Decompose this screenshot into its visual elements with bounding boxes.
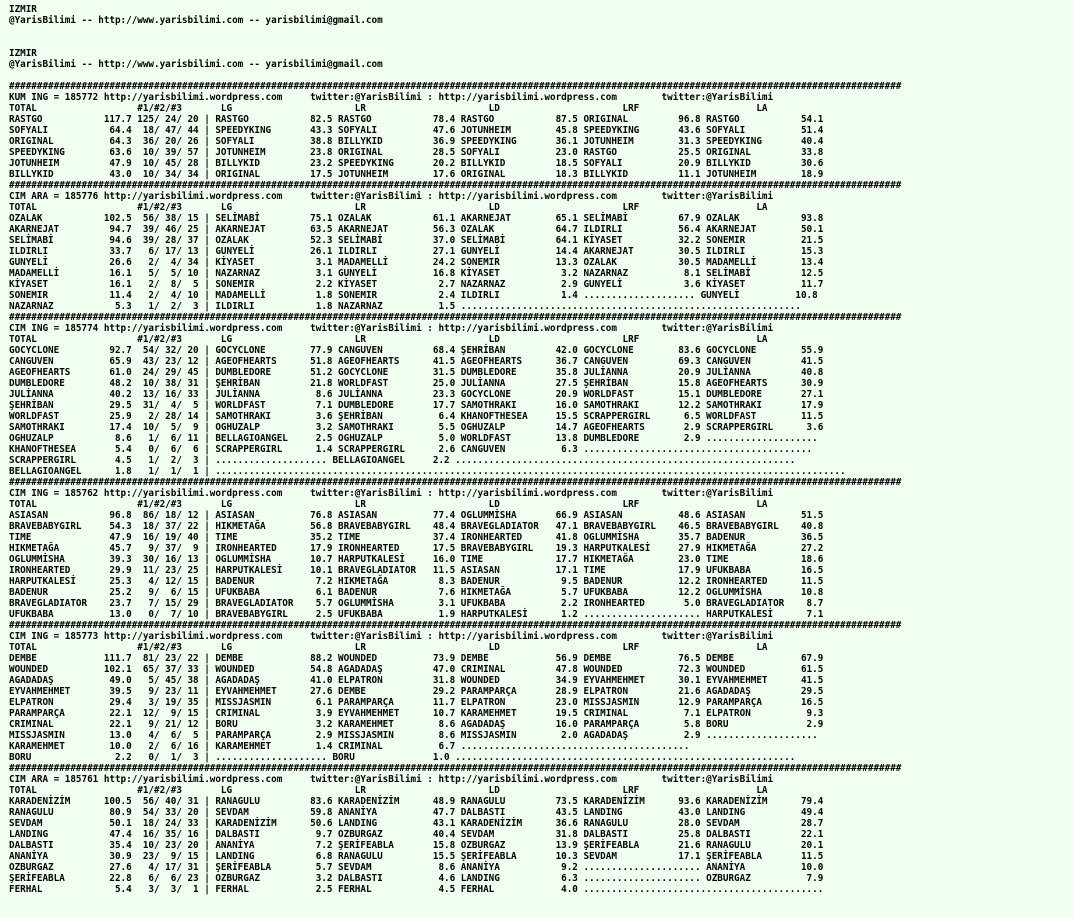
column-header-row: TOTAL #1/#2/#3 LG LR LD LRF LA	[9, 334, 768, 345]
result-row: AGEOFHEARTS 61.0 24/ 29/ 45 | DUMBLEDORE 51.2 GOCYCLONE 31.5 DUMBLEDORE 35.8 JULİANNA 20.9 JULİANNA 40.8	[9, 367, 824, 378]
site-credit-line: @YarisBilimi -- http://www.yarisbilimi.com -- yarisbilimi@gmail.com	[9, 15, 383, 26]
race-header: CIM ING = 185762 http://yarisbilimi.wordpress.com twitter:@YarisBilimi : http://yarisbilimi.wordpress.com twitter:@YarisBilimi	[9, 488, 774, 499]
result-row: RASTGO 117.7 125/ 24/ 20 | RASTGO 82.5 RASTGO 78.4 RASTGO 87.5 ORIGINAL 96.8 RASTGO 54.1	[9, 114, 824, 125]
result-row: HARPUTKALESİ 25.3 4/ 12/ 15 | BADENUR 7.2 HIKMETAĞA 8.3 BADENUR 9.5 BADENUR 12.2 IRONHEARTED 11.5	[9, 576, 824, 587]
race-header: CIM ING = 185774 http://yarisbilimi.wordpress.com twitter:@YarisBilimi : http://yarisbilimi.wordpress.com twitter:@YarisBilimi	[9, 323, 774, 334]
blank-line	[9, 70, 1074, 81]
result-row: ŞEHRİBAN 29.5 31/ 4/ 5 | WORLDFAST 7.1 DUMBLEDORE 17.7 SAMOTHRAKI 16.0 SAMOTHRAKI 12.2 SAMOTHRAKI 17.9	[9, 400, 824, 411]
result-row: AKARNEJAT 94.7 39/ 46/ 25 | AKARNEJAT 63.5 AKARNEJAT 56.3 OZALAK 64.7 ILDIRLI 56.4 AKARNEJAT 50.1	[9, 224, 824, 235]
result-row: BILLYKID 43.0 10/ 34/ 34 | ORIGINAL 17.5 JOTUNHEIM 17.6 ORIGINAL 18.3 BILLYKID 11.1 JOTUNHEIM 18.9	[9, 169, 824, 180]
result-row: OZBURGAZ 27.6 4/ 17/ 31 | ŞERİFEABLA 5.7 SEVDAM 8.6 ANANİYA 9.2 ..................... ANANİYA 10.0	[9, 862, 824, 873]
result-row: ORIGINAL 64.3 36/ 20/ 26 | SOFYALI 38.8 BILLYKID 36.9 SPEEDYKING 36.1 JOTUNHEIM 31.3 SPEEDYKING 40.4	[9, 136, 824, 147]
result-row: GOCYCLONE 92.7 54/ 32/ 20 | GOCYCLONE 77.9 CANGUVEN 68.4 ŞEHRİBAN 42.0 GOCYCLONE 83.6 GOCYCLONE 55.9	[9, 345, 824, 356]
result-row: JULİANNA 40.2 13/ 16/ 33 | JULİANNA 8.6 JULİANNA 23.3 GOCYCLONE 20.9 WORLDFAST 15.1 DUMBLEDORE 27.1	[9, 389, 824, 400]
result-row: SEVDAM 50.1 18/ 24/ 33 | KARADENİZİM 50.6 LANDING 43.1 KARADENİZİM 36.6 RANAGULU 28.0 SEVDAM 28.7	[9, 818, 824, 829]
section-divider: ################################################################################################################################################################	[9, 763, 902, 774]
result-row: MADAMELLİ 16.1 5/ 5/ 10 | NAZARNAZ 3.1 GUNYELİ 16.8 KİYASET 3.2 NAZARNAZ 8.1 SELİMABİ 12.5	[9, 268, 824, 279]
result-row: KİYASET 16.1 2/ 8/ 5 | SONEMIR 2.2 KİYASET 2.7 NAZARNAZ 2.9 GUNYELİ 3.6 KİYASET 11.7	[9, 279, 824, 290]
blank-line	[9, 26, 1074, 37]
result-row: SCRAPPERGIRL 4.5 1/ 2/ 3 | .................... BELLAGIOANGEL 2.2 .............................................................	[9, 455, 796, 466]
result-row: DUMBLEDORE 48.2 10/ 38/ 31 | ŞEHRİBAN 21.8 WORLDFAST 25.0 JULİANNA 27.5 ŞEHRİBAN 15.8 AGEOFHEARTS 30.9	[9, 378, 824, 389]
result-row: SELİMABİ 94.6 39/ 28/ 37 | OZALAK 52.3 SELİMABİ 37.0 SELİMABİ 64.1 KİYASET 32.2 SONEMIR 21.5	[9, 235, 824, 246]
column-header-row: TOTAL #1/#2/#3 LG LR LD LRF LA	[9, 642, 768, 653]
result-row: EYVAHMEHMET 39.5 9/ 23/ 11 | EYVAHMEHMET 27.6 DEMBE 29.2 PARAMPARÇA 28.9 ELPATRON 21.6 AGADADAŞ 29.5	[9, 686, 824, 697]
result-row: ELPATRON 29.4 3/ 19/ 35 | MISSJASMIN 6.1 PARAMPARÇA 11.7 ELPATRON 23.0 MISSJASMIN 12.9 PARAMPARÇA 16.5	[9, 697, 824, 708]
blank-line	[9, 37, 1074, 48]
race-header: CIM ARA = 185776 http://yarisbilimi.wordpress.com twitter:@YarisBilimi : http://yarisbilimi.wordpress.com twitter:@YarisBilimi	[9, 191, 774, 202]
result-row: FERHAL 5.4 3/ 3/ 1 | FERHAL 2.5 FERHAL 4.5 FERHAL 4.0 ...........................................	[9, 884, 824, 895]
column-header-row: TOTAL #1/#2/#3 LG LR LD LRF LA	[9, 103, 768, 114]
result-row: OZALAK 102.5 56/ 38/ 15 | SELİMABİ 75.1 OZALAK 61.1 AKARNEJAT 65.1 SELİMABİ 67.9 OZALAK 93.8	[9, 213, 824, 224]
result-row: RANAGULU 80.9 54/ 33/ 20 | SEVDAM 59.8 ANANİYA 47.7 DALBASTI 43.5 LANDING 43.0 LANDING 49.4	[9, 807, 824, 818]
result-row: ANANİYA 30.9 23/ 9/ 15 | LANDING 6.8 RANAGULU 15.5 ŞERİFEABLA 10.3 SEVDAM 17.1 ŞERİFEABLA 11.5	[9, 851, 824, 862]
result-row: ŞERİFEABLA 22.8 6/ 6/ 23 | OZBURGAZ 3.2 DALBASTI 4.6 LANDING 6.3 ..................... OZBURGAZ 7.9	[9, 873, 824, 884]
section-divider: ################################################################################################################################################################	[9, 312, 902, 323]
column-header-row: TOTAL #1/#2/#3 LG LR LD LRF LA	[9, 202, 768, 213]
result-row: OGLUMMİSHA 39.3 30/ 16/ 13 | OGLUMMİSHA 10.7 HARPUTKALESİ 16.0 TIME 17.7 HIKMETAĞA 23.0 TIME 18.6	[9, 554, 824, 565]
race-header: KUM ING = 185772 http://yarisbilimi.wordpress.com twitter:@YarisBilimi : http://yarisbilimi.wordpress.com twitter:@YarisBilimi	[9, 92, 774, 103]
result-row: WOUNDED 102.1 65/ 37/ 33 | WOUNDED 54.8 AGADADAŞ 47.0 CRIMINAL 47.8 WOUNDED 72.3 WOUNDED 61.5	[9, 664, 824, 675]
city-title: IZMIR	[9, 48, 37, 59]
section-divider: ################################################################################################################################################################	[9, 477, 902, 488]
result-row: BELLAGIOANGEL 1.8 1/ 1/ 1 | .................................................................................................................	[9, 466, 846, 477]
result-row: NAZARNAZ 5.3 1/ 2/ 3 | ILDIRLI 1.8 NAZARNAZ 1.5 .............................................................	[9, 301, 801, 312]
result-row: WORLDFAST 25.9 2/ 28/ 14 | SAMOTHRAKI 3.6 ŞEHRİBAN 6.4 KHANOFTHESEA 15.5 SCRAPPERGIRL 6.5 WORLDFAST 11.5	[9, 411, 824, 422]
result-row: GUNYELİ 26.6 2/ 4/ 34 | KİYASET 3.1 MADAMELLİ 24.2 SONEMIR 13.3 OZALAK 30.5 MADAMELLİ 13.4	[9, 257, 824, 268]
column-header-row: TOTAL #1/#2/#3 LG LR LD LRF LA	[9, 785, 768, 796]
race-header: CIM ARA = 185761 http://yarisbilimi.wordpress.com twitter:@YarisBilimi : http://yarisbilimi.wordpress.com twitter:@YarisBilimi	[9, 774, 774, 785]
result-row: SPEEDYKING 63.6 10/ 39/ 57 | JOTUNHEIM 23.8 ORIGINAL 28.5 SOFYALI 23.0 RASTGO 25.5 ORIGINAL 33.8	[9, 147, 824, 158]
result-row: TIME 47.9 16/ 19/ 40 | TIME 35.2 TIME 37.4 IRONHEARTED 41.8 OGLUMMİSHA 35.7 BADENUR 36.5	[9, 532, 824, 543]
result-row: CRIMINAL 22.1 9/ 21/ 12 | BORU 3.2 KARAMEHMET 8.6 AGADADAŞ 16.0 PARAMPARÇA 5.8 BORU 2.9	[9, 719, 824, 730]
section-divider: ################################################################################################################################################################	[9, 81, 902, 92]
result-row: SONEMIR 11.4 2/ 4/ 10 | MADAMELLİ 1.8 SONEMIR 2.4 ILDIRLI 1.4 .................... GUNYELİ 10.8	[9, 290, 818, 301]
result-row: DALBASTI 35.4 10/ 23/ 20 | ANANİYA 7.2 ŞERİFEABLA 15.8 OZBURGAZ 13.9 ŞERİFEABLA 21.6 RANAGULU 20.1	[9, 840, 824, 851]
result-row: IRONHEARTED 29.9 11/ 23/ 25 | HARPUTKALESİ 10.1 BRAVEGLADIATOR 11.5 ASIASAN 17.1 TIME 17.9 UFUKBABA 16.5	[9, 565, 824, 576]
result-row: HIKMETAĞA 45.7 9/ 37/ 9 | IRONHEARTED 17.9 IRONHEARTED 17.5 BRAVEBABYGIRL 19.3 HARPUTKALESİ 27.9 HIKMETAĞA 27.2	[9, 543, 824, 554]
result-row: UFUKBABA 13.0 0/ 7/ 10 | BRAVEBABYGIRL 2.5 UFUKBABA 1.9 HARPUTKALESİ 1.2 ..................... HARPUTKALESİ 7.1	[9, 609, 824, 620]
result-row: PARAMPARÇA 22.1 12/ 9/ 15 | CRIMINAL 3.9 EYVAHMEHMET 10.7 KARAMEHMET 19.5 CRIMINAL 7.1 ELPATRON 9.3	[9, 708, 824, 719]
result-row: BADENUR 25.2 9/ 6/ 15 | UFUKBABA 6.1 BADENUR 7.6 HIKMETAĞA 5.7 UFUKBABA 12.2 OGLUMMİSHA 10.8	[9, 587, 824, 598]
result-row: KARAMEHMET 10.0 2/ 6/ 16 | KARAMEHMET 1.4 CRIMINAL 6.7 .........................................	[9, 741, 690, 752]
result-row: DEMBE 111.7 81/ 23/ 22 | DEMBE 88.2 WOUNDED 73.9 DEMBE 56.9 DEMBE 76.5 DEMBE 67.9	[9, 653, 824, 664]
result-row: ILDIRLI 33.7 6/ 17/ 13 | GUNYELİ 26.1 ILDIRLI 27.1 GUNYELİ 14.4 AKARNEJAT 30.5 ILDIRLI 15.3	[9, 246, 824, 257]
race-header: CIM ING = 185773 http://yarisbilimi.wordpress.com twitter:@YarisBilimi : http://yarisbilimi.wordpress.com twitter:@YarisBilimi	[9, 631, 774, 642]
column-header-row: TOTAL #1/#2/#3 LG LR LD LRF LA	[9, 499, 768, 510]
result-row: BRAVEGLADIATOR 23.7 7/ 15/ 29 | BRAVEGLADIATOR 5.7 OGLUMMİSHA 3.1 UFUKBABA 2.2 IRONHEARTED 5.0 BRAVEGLADIATOR 8.7	[9, 598, 824, 609]
result-row: SAMOTHRAKI 17.4 10/ 5/ 9 | OGHUZALP 3.2 SAMOTHRAKI 5.5 OGHUZALP 14.7 AGEOFHEARTS 2.9 SCRAPPERGIRL 3.6	[9, 422, 824, 433]
result-row: KARADENİZİM 100.5 56/ 40/ 31 | RANAGULU 83.6 KARADENİZİM 48.9 RANAGULU 73.5 KARADENİZİM 93.6 KARADENİZİM 79.4	[9, 796, 824, 807]
section-divider: ################################################################################################################################################################	[9, 180, 902, 191]
result-row: AGADADAŞ 49.0 5/ 45/ 38 | AGADADAŞ 41.0 ELPATRON 31.8 WOUNDED 34.9 EYVAHMEHMET 30.1 EYVAHMEHMET 41.5	[9, 675, 824, 686]
result-row: JOTUNHEIM 47.9 10/ 45/ 28 | BILLYKID 23.2 SPEEDYKING 20.2 BILLYKID 18.5 SOFYALI 20.9 BILLYKID 30.6	[9, 158, 824, 169]
result-row: MISSJASMIN 13.0 4/ 6/ 5 | PARAMPARÇA 2.9 MISSJASMIN 8.6 MISSJASMIN 2.0 AGADADAŞ 2.9 ....................	[9, 730, 818, 741]
result-row: CANGUVEN 65.9 43/ 23/ 12 | AGEOFHEARTS 51.8 AGEOFHEARTS 41.5 AGEOFHEARTS 36.7 CANGUVEN 69.3 CANGUVEN 41.5	[9, 356, 824, 367]
result-row: LANDING 47.4 16/ 35/ 16 | DALBASTI 9.7 OZBURGAZ 40.4 SEVDAM 31.8 DALBASTI 25.8 DALBASTI 22.1	[9, 829, 824, 840]
result-row: BRAVEBABYGIRL 54.3 18/ 37/ 22 | HIKMETAĞA 56.8 BRAVEBABYGIRL 48.4 BRAVEGLADIATOR 47.1 BRAVEBABYGIRL 46.5 BRAVEBABYGIRL 40.8	[9, 521, 824, 532]
result-row: SOFYALI 64.4 18/ 47/ 44 | SPEEDYKING 43.3 SOFYALI 47.6 JOTUNHEIM 45.8 SPEEDYKING 43.6 SOFYALI 51.4	[9, 125, 824, 136]
result-row: KHANOFTHESEA 5.4 0/ 6/ 6 | SCRAPPERGIRL 1.4 SCRAPPERGIRL 2.6 CANGUVEN 6.3 .........................................	[9, 444, 813, 455]
result-row: BORU 2.2 0/ 1/ 3 | .................... BORU 1.0 .............................................................	[9, 752, 796, 763]
result-row: ASIASAN 96.8 86/ 18/ 12 | ASIASAN 76.8 ASIASAN 77.4 OGLUMMİSHA 66.9 ASIASAN 48.6 ASIASAN 51.5	[9, 510, 824, 521]
site-credit-line: @YarisBilimi -- http://www.yarisbilimi.com -- yarisbilimi@gmail.com	[9, 59, 383, 70]
result-row: OGHUZALP 8.6 1/ 6/ 11 | BELLAGIOANGEL 2.5 OGHUZALP 5.0 WORLDFAST 13.8 DUMBLEDORE 2.9 ....................	[9, 433, 818, 444]
section-divider: ################################################################################################################################################################	[9, 620, 902, 631]
city-title: IZMIR	[9, 4, 37, 15]
